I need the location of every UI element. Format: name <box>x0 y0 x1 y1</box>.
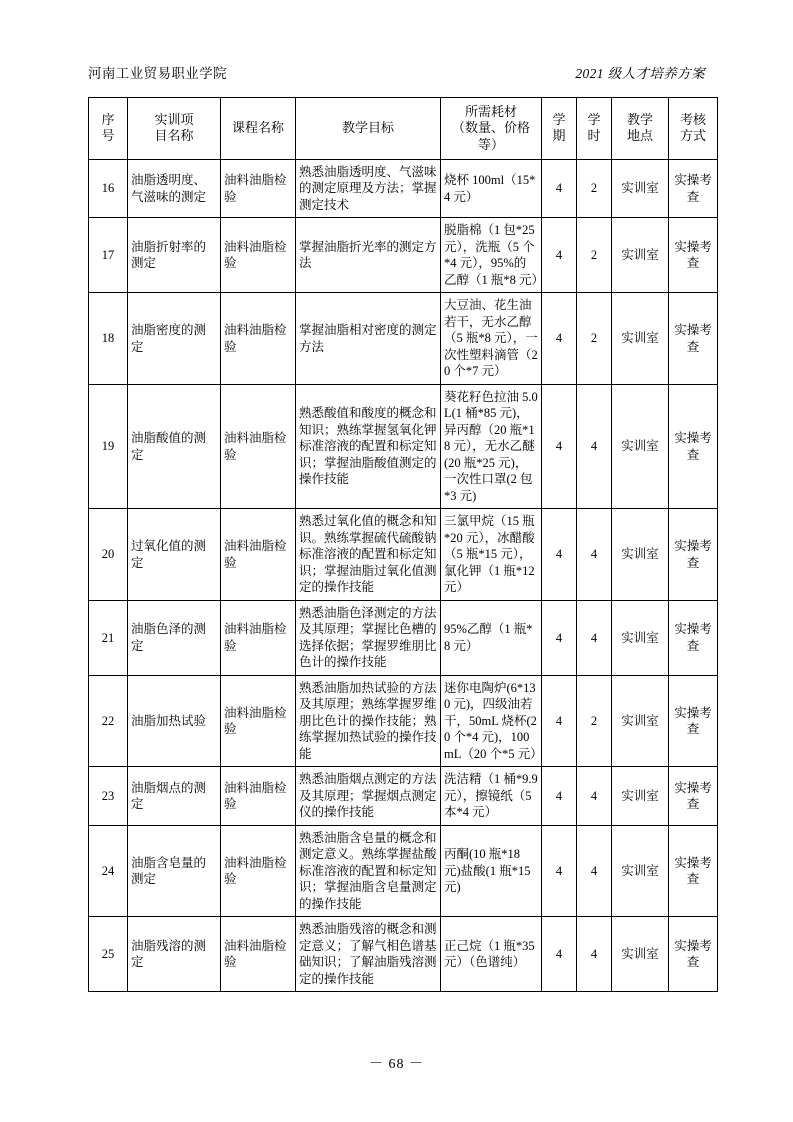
cell-no: 23 <box>89 767 128 826</box>
column-header-material-line1: 所需耗材 <box>464 104 517 119</box>
cell-material: 三氯甲烷（15 瓶*20 元），冰醋酸（5 瓶*15 元），氯化钾（1 瓶*12 元） <box>441 509 542 601</box>
cell-term: 4 <box>542 509 577 601</box>
cell-item: 油脂酸值的测定 <box>128 384 221 509</box>
cell-assess: 实操考查 <box>669 767 718 826</box>
column-header-item-line2: 目名称 <box>154 128 194 144</box>
cell-goal: 掌握油脂折光率的测定方法 <box>296 218 441 293</box>
cell-goal: 熟悉油脂残溶的概念和测定意义；了解气相色谱基础知识；了解油脂残溶测定的操作技能 <box>296 917 441 992</box>
table-row <box>89 159 718 218</box>
cell-goal: 熟悉油脂烟点测定的方法及其原理；掌握烟点测定仪的操作技能 <box>296 767 441 826</box>
cell-place: 实训室 <box>612 218 669 293</box>
table-row <box>89 675 718 767</box>
cell-item: 油脂含皂量的测定 <box>128 825 221 917</box>
cell-place: 实训室 <box>612 825 669 917</box>
header-document-title: 2021 级人才培养方案 <box>575 66 705 81</box>
column-header-material-line2: （数量、价格等） <box>451 120 530 152</box>
table-body <box>89 159 718 992</box>
cell-item: 油脂折射率的测定 <box>128 218 221 293</box>
cell-term: 4 <box>542 293 577 385</box>
cell-place: 实训室 <box>612 293 669 385</box>
cell-hours: 2 <box>577 218 612 293</box>
cell-assess: 实操考查 <box>669 159 718 218</box>
page-header <box>88 62 705 82</box>
cell-no: 24 <box>89 825 128 917</box>
page-footer <box>0 1053 793 1073</box>
cell-item: 油脂色泽的测定 <box>128 600 221 675</box>
cell-course: 油料油脂检验 <box>221 825 296 917</box>
cell-hours: 4 <box>577 917 612 992</box>
cell-term: 4 <box>542 384 577 509</box>
cell-hours: 4 <box>577 600 612 675</box>
cell-course: 油料油脂检验 <box>221 509 296 601</box>
cell-item: 油脂密度的测定 <box>128 293 221 385</box>
cell-place: 实训室 <box>612 509 669 601</box>
column-header-course: 课程名称 <box>221 98 296 160</box>
cell-course: 油料油脂检验 <box>221 218 296 293</box>
cell-no: 16 <box>89 159 128 218</box>
table-row <box>89 509 718 601</box>
cell-place: 实训室 <box>612 917 669 992</box>
cell-item: 油脂加热试验 <box>128 675 221 767</box>
cell-place: 实训室 <box>612 384 669 509</box>
cell-place: 实训室 <box>612 675 669 767</box>
column-header-no-line2: 号 <box>101 128 115 144</box>
training-projects-table <box>88 97 718 992</box>
table-row <box>89 600 718 675</box>
column-header-goal: 教学目标 <box>296 98 441 160</box>
column-header-item-line1: 实训项 <box>154 112 194 128</box>
cell-course: 油料油脂检验 <box>221 600 296 675</box>
cell-hours: 4 <box>577 509 612 601</box>
cell-no: 18 <box>89 293 128 385</box>
cell-material: 大豆油、花生油若干，无水乙醇（5 瓶*8 元），一次性塑料滴管（20 个*7 元） <box>441 293 542 385</box>
cell-hours: 4 <box>577 825 612 917</box>
cell-hours: 2 <box>577 159 612 218</box>
cell-item: 过氧化值的测定 <box>128 509 221 601</box>
table-row <box>89 218 718 293</box>
cell-course: 油料油脂检验 <box>221 159 296 218</box>
column-header-assess <box>669 98 718 160</box>
cell-term: 4 <box>542 767 577 826</box>
cell-assess: 实操考查 <box>669 293 718 385</box>
cell-hours: 4 <box>577 767 612 826</box>
column-header-hours <box>577 98 612 160</box>
cell-goal: 熟悉油脂加热试验的方法及其原理；熟练掌握罗维朋比色计的操作技能；熟练掌握加热试验的操作技能 <box>296 675 441 767</box>
cell-material: 丙酮(10 瓶*18 元)盐酸(1 瓶*15 元) <box>441 825 542 917</box>
column-header-assess-line1: 考核 <box>679 112 706 128</box>
column-header-item <box>128 98 221 160</box>
cell-no: 17 <box>89 218 128 293</box>
cell-hours: 4 <box>577 384 612 509</box>
column-header-term <box>542 98 577 160</box>
cell-material: 正己烷（1 瓶*35 元）（色谱纯） <box>441 917 542 992</box>
column-header-no-line1: 序 <box>101 112 115 128</box>
cell-course: 油料油脂检验 <box>221 917 296 992</box>
column-header-material <box>441 98 542 160</box>
cell-term: 4 <box>542 917 577 992</box>
cell-goal: 熟悉过氧化值的概念和知识。熟练掌握硫代硫酸钠标准溶液的配置和标定知识；掌握油脂过氧化值测定的操作技能 <box>296 509 441 601</box>
cell-material: 迷你电陶炉(6*130 元)，四级油若干，50mL 烧杯(20 个*4 元)，100mL（20 个*5 元） <box>441 675 542 767</box>
header-institution: 河南工业贸易职业学院 <box>88 66 227 81</box>
cell-material: 脱脂棉（1 包*25 元），洗瓶（5 个*4 元），95%的乙醇（1 瓶*8 元） <box>441 218 542 293</box>
table-header <box>89 98 718 160</box>
cell-assess: 实操考查 <box>669 218 718 293</box>
table-row <box>89 293 718 385</box>
cell-no: 21 <box>89 600 128 675</box>
cell-term: 4 <box>542 825 577 917</box>
cell-assess: 实操考查 <box>669 509 718 601</box>
cell-material: 葵花籽色拉油 5.0L(1 桶*85 元)，异丙醇（20 瓶*18 元），无水乙醚(20 瓶*25 元)，一次性口罩(2 包*3 元) <box>441 384 542 509</box>
cell-place: 实训室 <box>612 767 669 826</box>
table-row <box>89 384 718 509</box>
cell-hours: 2 <box>577 293 612 385</box>
cell-no: 25 <box>89 917 128 992</box>
table-header-row <box>89 98 718 160</box>
cell-term: 4 <box>542 600 577 675</box>
table-row <box>89 767 718 826</box>
cell-goal: 熟悉油脂色泽测定的方法及其原理；掌握比色槽的选择依据；掌握罗维朋比色计的操作技能 <box>296 600 441 675</box>
cell-course: 油料油脂检验 <box>221 767 296 826</box>
column-header-assess-line2: 方式 <box>679 128 706 144</box>
column-header-hours-line1: 学 <box>587 112 601 128</box>
cell-material: 95%乙醇（1 瓶*8 元） <box>441 600 542 675</box>
cell-item: 油脂残溶的测定 <box>128 917 221 992</box>
page-number: － 68 － <box>369 1057 424 1072</box>
cell-material: 洗洁精（1 桶*9.9 元），擦镜纸（5 本*4 元） <box>441 767 542 826</box>
cell-course: 油料油脂检验 <box>221 675 296 767</box>
cell-no: 19 <box>89 384 128 509</box>
cell-goal: 掌握油脂相对密度的测定方法 <box>296 293 441 385</box>
cell-goal: 熟悉酸值和酸度的概念和知识；熟练掌握氢氧化钾标准溶液的配置和标定知识；掌握油脂酸值测定的操作技能 <box>296 384 441 509</box>
table-row <box>89 825 718 917</box>
cell-no: 20 <box>89 509 128 601</box>
cell-goal: 熟悉油脂透明度、气滋味的测定原理及方法；掌握测定技术 <box>296 159 441 218</box>
cell-term: 4 <box>542 218 577 293</box>
cell-term: 4 <box>542 159 577 218</box>
column-header-no <box>89 98 128 160</box>
cell-item: 油脂透明度、气滋味的测定 <box>128 159 221 218</box>
column-header-hours-line2: 时 <box>587 128 601 144</box>
column-header-term-line2: 期 <box>552 128 566 144</box>
cell-no: 22 <box>89 675 128 767</box>
column-header-term-line1: 学 <box>552 112 566 128</box>
cell-assess: 实操考查 <box>669 825 718 917</box>
cell-material: 烧杯 100ml（15*4 元） <box>441 159 542 218</box>
column-header-place-line1: 教学 <box>626 112 653 128</box>
column-header-place-line2: 地点 <box>626 128 653 144</box>
cell-assess: 实操考查 <box>669 917 718 992</box>
cell-course: 油料油脂检验 <box>221 293 296 385</box>
cell-hours: 2 <box>577 675 612 767</box>
cell-assess: 实操考查 <box>669 600 718 675</box>
cell-place: 实训室 <box>612 159 669 218</box>
table-row <box>89 917 718 992</box>
cell-term: 4 <box>542 675 577 767</box>
cell-place: 实训室 <box>612 600 669 675</box>
cell-course: 油料油脂检验 <box>221 384 296 509</box>
cell-goal: 熟悉油脂含皂量的概念和测定意义。熟练掌握盐酸标准溶液的配置和标定知识；掌握油脂含皂量测定的操作技能 <box>296 825 441 917</box>
column-header-place <box>612 98 669 160</box>
cell-assess: 实操考查 <box>669 675 718 767</box>
cell-assess: 实操考查 <box>669 384 718 509</box>
cell-item: 油脂烟点的测定 <box>128 767 221 826</box>
